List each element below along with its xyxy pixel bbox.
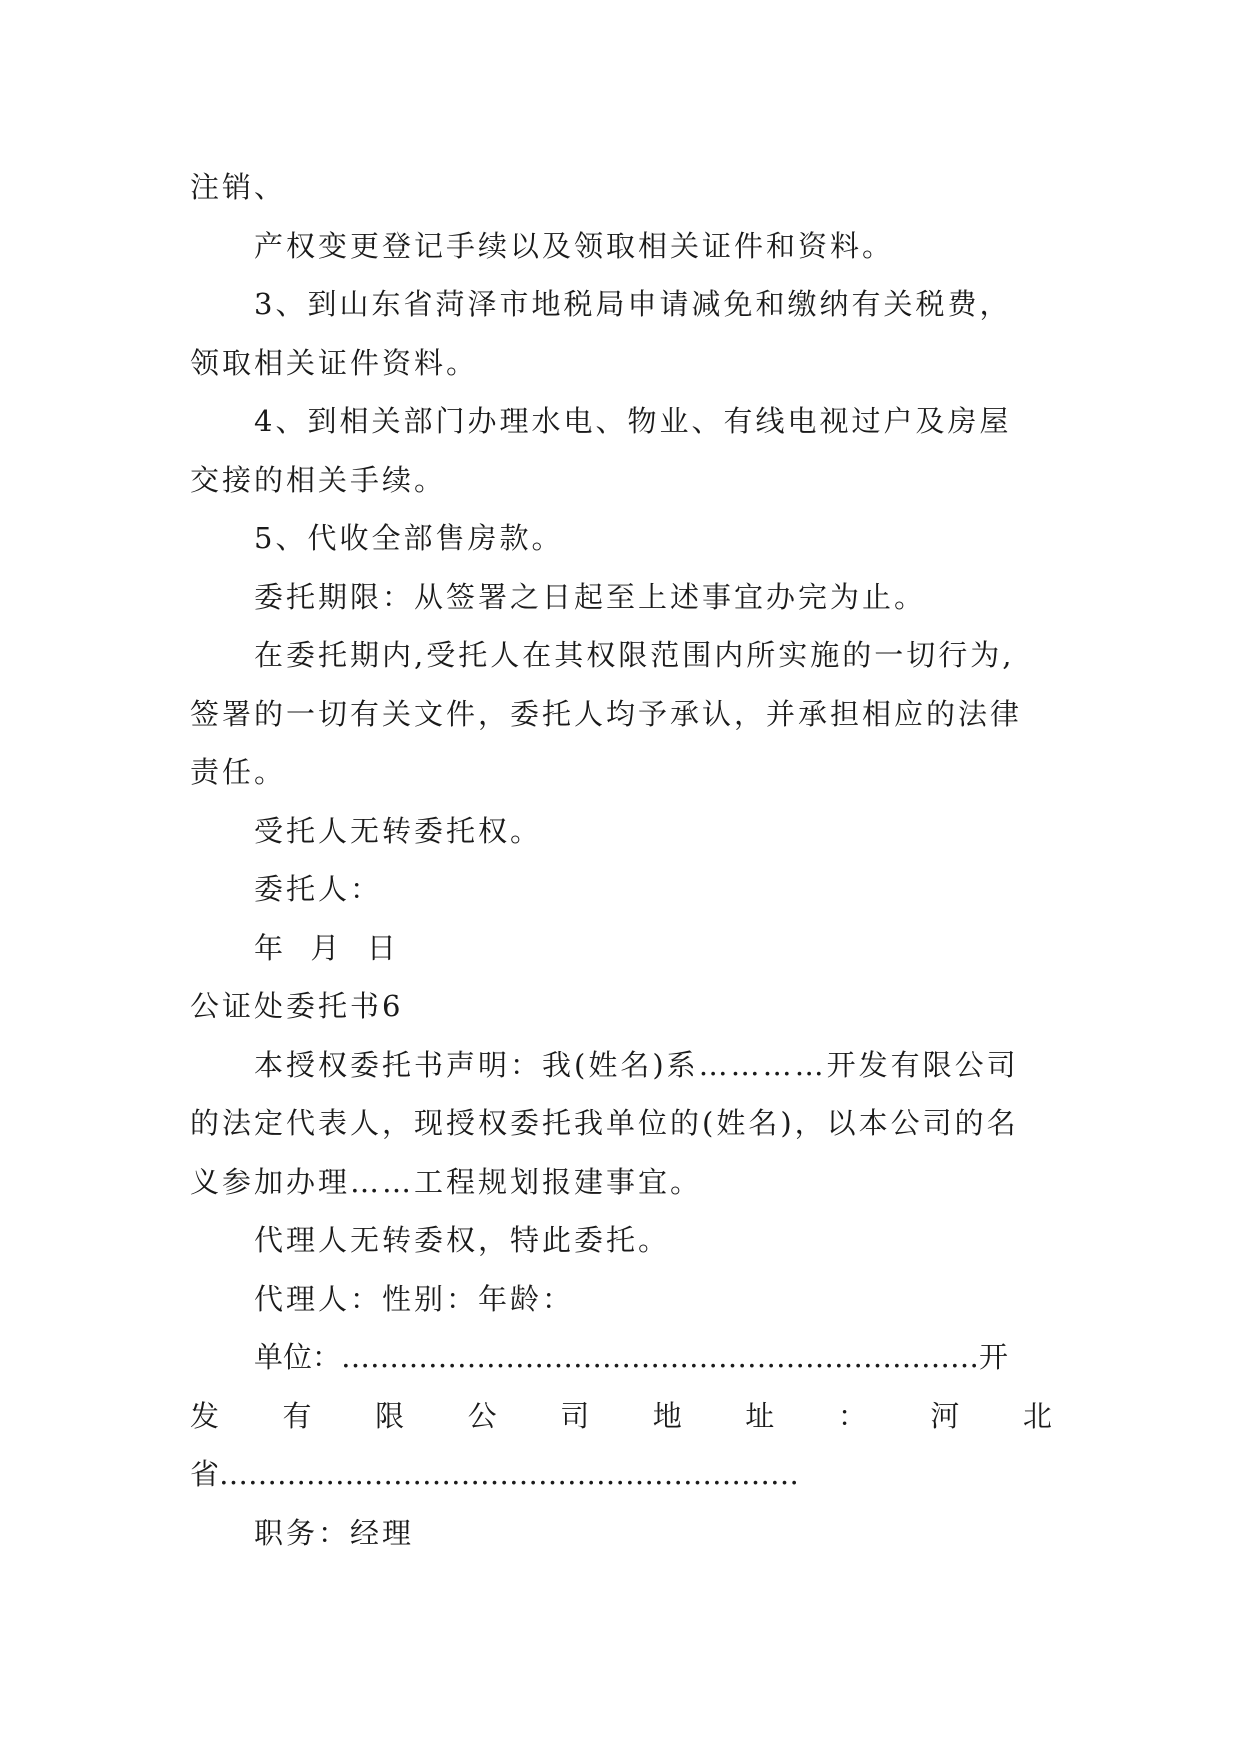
address-char: 限 — [375, 1398, 405, 1433]
text-line: 5、代收全部售房款。 — [254, 521, 564, 555]
address-char: 河 — [930, 1398, 960, 1433]
address-char: 发 — [190, 1398, 220, 1433]
address-char: 有 — [282, 1398, 312, 1433]
address-char: 司 — [560, 1398, 590, 1433]
text-line: 委托人： — [254, 872, 383, 906]
text-line: 受托人无转委托权。 — [254, 813, 543, 848]
text-line: 的法定代表人，现授权委托我单位的(姓名)，以本公司的名 — [190, 1106, 1019, 1140]
address-char: 北 — [1022, 1398, 1052, 1433]
address-char: 址 — [745, 1398, 775, 1433]
address-char: 公 — [467, 1398, 497, 1433]
text-line: 交接的相关手续。 — [190, 462, 447, 497]
text-line: 4、到相关部门办理水电、物业、有线电视过户及房屋 — [254, 404, 1012, 438]
text-line: 代理人：性别：年龄： — [254, 1281, 575, 1316]
text-line: 代理人无转委权，特此委托。 — [254, 1223, 671, 1257]
section-heading: 公证处委托书6 — [190, 989, 404, 1023]
text-line: 委托期限：从签署之日起至上述事宜办完为止。 — [254, 579, 927, 614]
address-char: 地 — [652, 1398, 682, 1433]
document-page — [190, 158, 1052, 1562]
spread-address-line — [190, 1387, 1052, 1446]
address-char: ： — [837, 1398, 867, 1433]
text-line: 省…………………………………………………… — [190, 1457, 800, 1491]
text-line: 职务：经理 — [254, 1515, 415, 1550]
text-line: 注销、 — [190, 170, 287, 204]
text-line: 义参加办理……工程规划报建事宜。 — [190, 1164, 703, 1199]
text-line: 产权变更登记手续以及领取相关证件和资料。 — [254, 228, 895, 263]
text-line: 签署的一切有关文件，委托人均予承认，并承担相应的法律 — [190, 696, 1023, 731]
text-line: 责任。 — [190, 755, 287, 789]
text-line: 领取相关证件资料。 — [190, 345, 479, 380]
text-line: 3、到山东省菏泽市地税局申请减免和缴纳有关税费， — [254, 287, 1012, 321]
text-line: 单位：…………………………………………………………开 — [254, 1340, 1009, 1374]
text-line: 本授权委托书声明：我(姓名)系…………开发有限公司 — [254, 1047, 1019, 1082]
date-line: 年 月 日 — [254, 930, 399, 965]
text-line: 在委托期内,受托人在其权限范围内所实施的一切行为, — [254, 638, 1015, 672]
